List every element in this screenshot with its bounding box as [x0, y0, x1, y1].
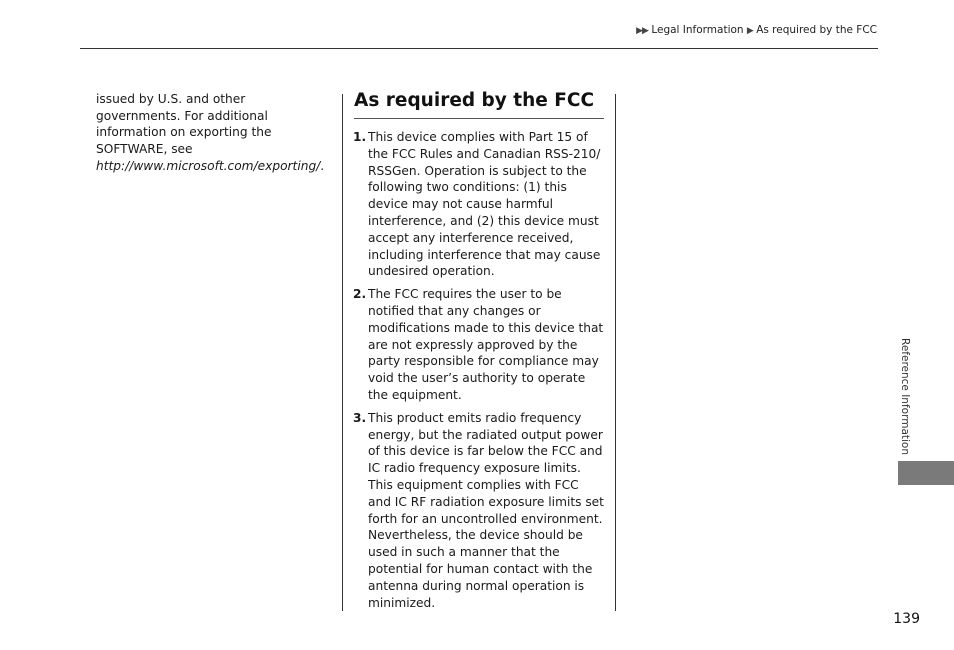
column-divider-right	[615, 94, 616, 611]
item-text: This device complies with Part 15 of the FCC Rules and Canadian RSS-210/ RSSGen. Operation is subject to the following two conditions: (1) this device may not cause harmful interference, and (2) this device must accept any interference received, including interference that may cause undesired operation.	[368, 130, 601, 279]
breadcrumb-current: As required by the FCC	[756, 24, 877, 36]
breadcrumb-separator-icon: ▶	[746, 26, 753, 36]
title-underline	[354, 118, 604, 119]
item-number: 1.	[353, 130, 367, 144]
breadcrumb-parent[interactable]: Legal Information	[651, 24, 744, 36]
paragraph-end: .	[320, 158, 325, 173]
page-number: 139	[893, 611, 920, 627]
list-item	[353, 286, 605, 404]
continued-paragraph	[96, 91, 332, 175]
side-tab-marker[interactable]	[898, 461, 954, 485]
item-text: This product emits radio frequency energy, but the radiated output power of this device is far below the FCC and IC radio frequency exposure limits. This equipment complies with FCC and IC RF radiation exposure limits set forth for an uncontrolled environment. Nevertheless, the device should be used in such a manner that the potential for human contact with the antenna during normal operation is minimized.	[368, 410, 604, 610]
column-divider-left	[342, 94, 343, 611]
section-title: As required by the FCC	[354, 90, 595, 111]
list-item	[353, 410, 605, 612]
breadcrumb-arrow-icon: ▶▶	[636, 26, 648, 36]
breadcrumb	[636, 24, 877, 36]
item-number: 3.	[353, 410, 367, 425]
item-number: 2.	[353, 287, 367, 302]
item-text: The FCC requires the user to be notified that any changes or modifications made to this device that are not expressly approved by the party responsible for compliance may void the user’s authority to operate the equipment.	[368, 287, 604, 402]
paragraph-text: issued by U.S. and other governments. For additional information on exporting the SOFTWARE, see	[96, 92, 272, 157]
header-divider	[80, 48, 878, 49]
list-item	[353, 129, 605, 280]
fcc-statement-list	[353, 129, 605, 617]
side-tab-label: Reference Information	[899, 338, 911, 455]
exporting-link[interactable]: http://www.microsoft.com/exporting/	[96, 158, 321, 173]
